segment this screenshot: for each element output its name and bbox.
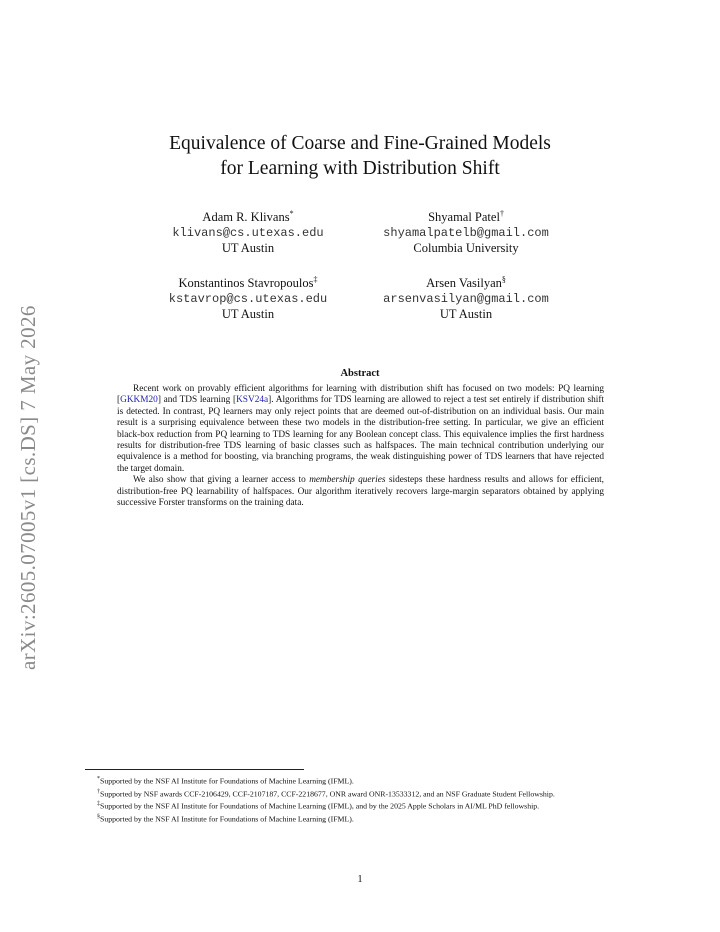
author-email[interactable]: klivans@cs.utexas.edu: [172, 225, 324, 240]
abstract-heading: Abstract: [340, 368, 380, 379]
page-number: 1: [357, 874, 363, 885]
abstract-paragraph-1: Recent work on provably efficient algorithms for learning with distribution shift has focused on two models: PQ learning [GKKM20] and TDS learning [KSV24a]. Algorithms for TDS learning are allowed to reject a test set entirely if distribution shift is detected. In contrast, PQ learners may only reject points that are deemed out-of-distribution on an individual basis. Our main result is a surprising equivalence between these two models in the distribution-free setting. In particular, we give an efficient black-box reduction from PQ learning to TDS learning for any Boolean concept class. This equivalence implies the first hardness results for distribution-free TDS learning of basic classes such as halfspaces. The main technical contribution underlying our equivalence is a method for boosting, via branching programs, the weak distinguishing power of TDS learners that have rejected the target domain.: [117, 384, 604, 474]
author-block-klivans: [128, 206, 368, 257]
arxiv-identifier-stamp: arXiv:2605.07005v1 [cs.DS] 7 May 2026: [16, 305, 40, 670]
footnote-item: ‡Supported by the NSF AI Institute for Foundations of Machine Learning (IFML), and by the 2025 Apple Scholars in AI/ML PhD fellowship.: [97, 801, 540, 811]
author-name: Konstantinos Stavropoulos: [178, 276, 314, 291]
author-affiliation: UT Austin: [221, 241, 275, 256]
author-name: Adam R. Klivans: [202, 210, 290, 225]
author-affiliation: UT Austin: [221, 307, 275, 322]
footnote-mark: *: [289, 209, 294, 218]
citation-link-gkkm20[interactable]: GKKM20: [120, 395, 158, 406]
author-affiliation: UT Austin: [439, 307, 493, 322]
author-block-stavropoulos: [128, 272, 368, 323]
author-email[interactable]: arsenvasilyan@gmail.com: [383, 291, 549, 306]
author-affiliation: Columbia University: [413, 241, 519, 256]
footnote-item: *Supported by the NSF AI Institute for Foundations of Machine Learning (IFML).: [97, 776, 354, 786]
footnote-mark: §: [501, 275, 506, 284]
author-block-patel: [346, 206, 586, 257]
footnote-item: §Supported by the NSF AI Institute for Foundations of Machine Learning (IFML).: [97, 813, 354, 824]
author-email[interactable]: kstavrop@cs.utexas.edu: [168, 291, 328, 306]
footnotes: [85, 774, 637, 824]
paper-title: [0, 131, 720, 181]
author-name: Shyamal Patel: [428, 210, 500, 225]
footnote-mark: †: [499, 209, 504, 218]
footnote-rule: [85, 769, 304, 770]
citation-link-ksv24a[interactable]: KSV24a: [236, 395, 269, 406]
abstract-body: [117, 384, 604, 509]
author-block-vasilyan: [346, 272, 586, 323]
title-line-2: for Learning with Distribution Shift: [220, 158, 500, 179]
author-name: Arsen Vasilyan: [426, 276, 502, 291]
author-email[interactable]: shyamalpatelb@gmail.com: [383, 225, 549, 240]
footnote-mark: ‡: [313, 275, 318, 284]
title-line-1: Equivalence of Coarse and Fine-Grained Models: [169, 133, 551, 154]
footnote-item: †Supported by NSF awards CCF-2106429, CCF-2107187, CCF-2218677, ONR award ONR-13533312, and an NSF Graduate Student Fellowship.: [97, 788, 555, 799]
abstract-paragraph-2: We also show that giving a learner access to membership queries sidesteps these hardness results and allows for efficient, distribution-free PQ learnability of halfspaces. Our algorithm iteratively recovers large-margin separators obtained by applying successive Forster transforms on the training data.: [117, 475, 604, 509]
emphasis-membership-queries: membership queries: [309, 475, 386, 486]
